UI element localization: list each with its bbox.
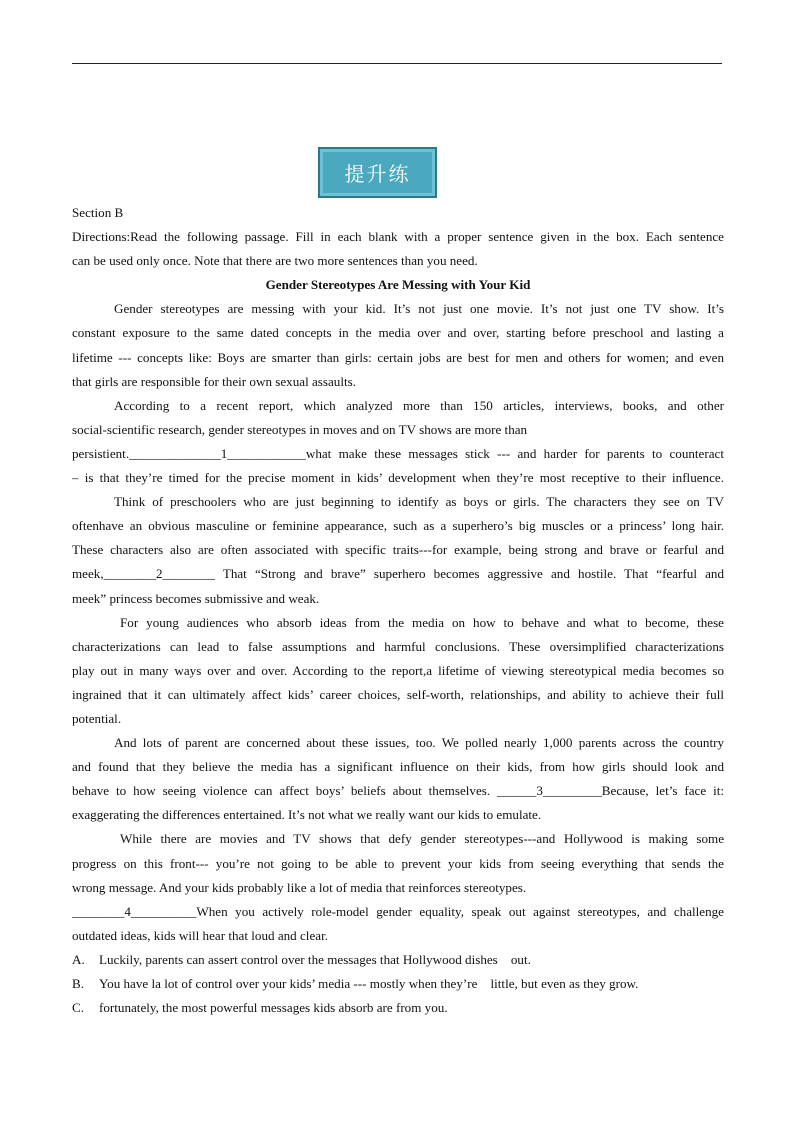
option-c xyxy=(72,996,724,1020)
paragraph-line: and found that they believe the media has a significant influence on their kids, from how girls should look and xyxy=(72,759,724,775)
paragraph-line: According to a recent report, which analyzed more than 150 articles, interviews, books, and other xyxy=(114,397,724,413)
passage-content xyxy=(72,201,724,1020)
option-text: You have la lot of control over your kids’ media --- mostly when they’re little, but even as they grow. xyxy=(99,976,639,991)
passage-title: Gender Stereotypes Are Messing with Your Kid xyxy=(265,277,531,293)
paragraph-line: ingrained that it can ultimately affect kids’ career choices, self-worth, relationships, and ability to achieve their full xyxy=(72,686,724,702)
practice-badge xyxy=(318,147,437,198)
paragraph-line: wrong message. And your kids probably like a lot of media that reinforces stereotypes. xyxy=(72,879,527,895)
paragraph-line: For young audiences who absorb ideas from the media on how to behave and what to become, these xyxy=(120,614,724,630)
paragraph-line: – is that they’re timed for the precise moment in kids’ development when they’re most receptive to their influence. xyxy=(72,470,724,486)
paragraph-line: While there are movies and TV shows that defy gender stereotypes---and Hollywood is making some xyxy=(120,831,724,847)
paragraph-line: And lots of parent are concerned about these issues, too. We polled nearly 1,000 parents across the country xyxy=(114,735,724,751)
paragraph-line: meek” princess becomes submissive and weak. xyxy=(72,590,320,606)
paragraph-line: oftenhave an obvious masculine or feminine appearance, such as a superhero’s big muscles or a princess’ long hair. xyxy=(72,518,724,534)
paragraph-line-blank-1: persistient.______________1____________what make these messages stick --- and harder for parents to counteract xyxy=(72,445,724,461)
paragraph-line: Gender stereotypes are messing with your kid. It’s not just one movie. It’s not just one TV show. It’s xyxy=(114,301,724,317)
option-letter: A. xyxy=(72,951,85,967)
option-letter: B. xyxy=(72,976,85,991)
paragraph-line-blank-3: behave to how seeing violence can affect boys’ beliefs about themselves. ______3_________Because, let’s face it: xyxy=(72,783,724,799)
paragraph-line: social-scientific research, gender stereotypes in moves and on TV shows are more than xyxy=(72,421,528,437)
paragraph-line: progress on this front--- you’re not going to be able to prevent your kids from seeing everything that sends the xyxy=(72,855,724,871)
option-letter: C. xyxy=(72,1000,85,1016)
paragraph-line: Think of preschoolers who are just beginning to identify as boys or girls. The characters they see on TV xyxy=(114,494,724,510)
badge-label: 提升练 xyxy=(344,162,411,186)
paragraph-line: play out in many ways over and over. According to the report,a lifetime of viewing stereotypical media becomes so xyxy=(72,662,724,678)
paragraph-line: characterizations can lead to false assumptions and harmful conclusions. These oversimplified characterizations xyxy=(72,638,724,654)
option-text: Luckily, parents can assert control over the messages that Hollywood dishes out. xyxy=(99,951,531,967)
paragraph-line: constant exposure to the same dated concepts in the media over and over, starting before preschool and lasting a xyxy=(72,325,724,341)
header-rule xyxy=(72,63,722,64)
option-a xyxy=(72,948,724,972)
paragraph-line-blank-4: ________4__________When you actively role-model gender equality, speak out against stereotypes, and challenge xyxy=(72,903,724,919)
paragraph-line: lifetime --- concepts like: Boys are smarter than girls: certain jobs are best for men and others for women; and even xyxy=(72,349,724,365)
paragraph-line: that girls are responsible for their own sexual assaults. xyxy=(72,373,356,389)
option-b xyxy=(72,972,724,996)
option-text: fortunately, the most powerful messages kids absorb are from you. xyxy=(99,1000,448,1016)
paragraph-line: potential. xyxy=(72,710,122,726)
directions-line: can be used only once. Note that there are two more sentences than you need. xyxy=(72,253,478,269)
paragraph-line: exaggerating the differences entertained. It’s not what we really want our kids to emulate. xyxy=(72,807,542,823)
paragraph-line-blank-2: meek,________2________ That “Strong and brave” superhero becomes aggressive and hostile. That “fearful and xyxy=(72,566,724,582)
directions-line: Directions:Read the following passage. Fill in each blank with a proper sentence given in the box. Each sentence xyxy=(72,229,724,245)
paragraph-line: These characters also are often associated with specific traits---for example, being strong and brave or fearful and xyxy=(72,542,724,558)
section-label: Section B xyxy=(72,205,124,220)
paragraph-line: outdated ideas, kids will hear that loud and clear. xyxy=(72,927,328,943)
